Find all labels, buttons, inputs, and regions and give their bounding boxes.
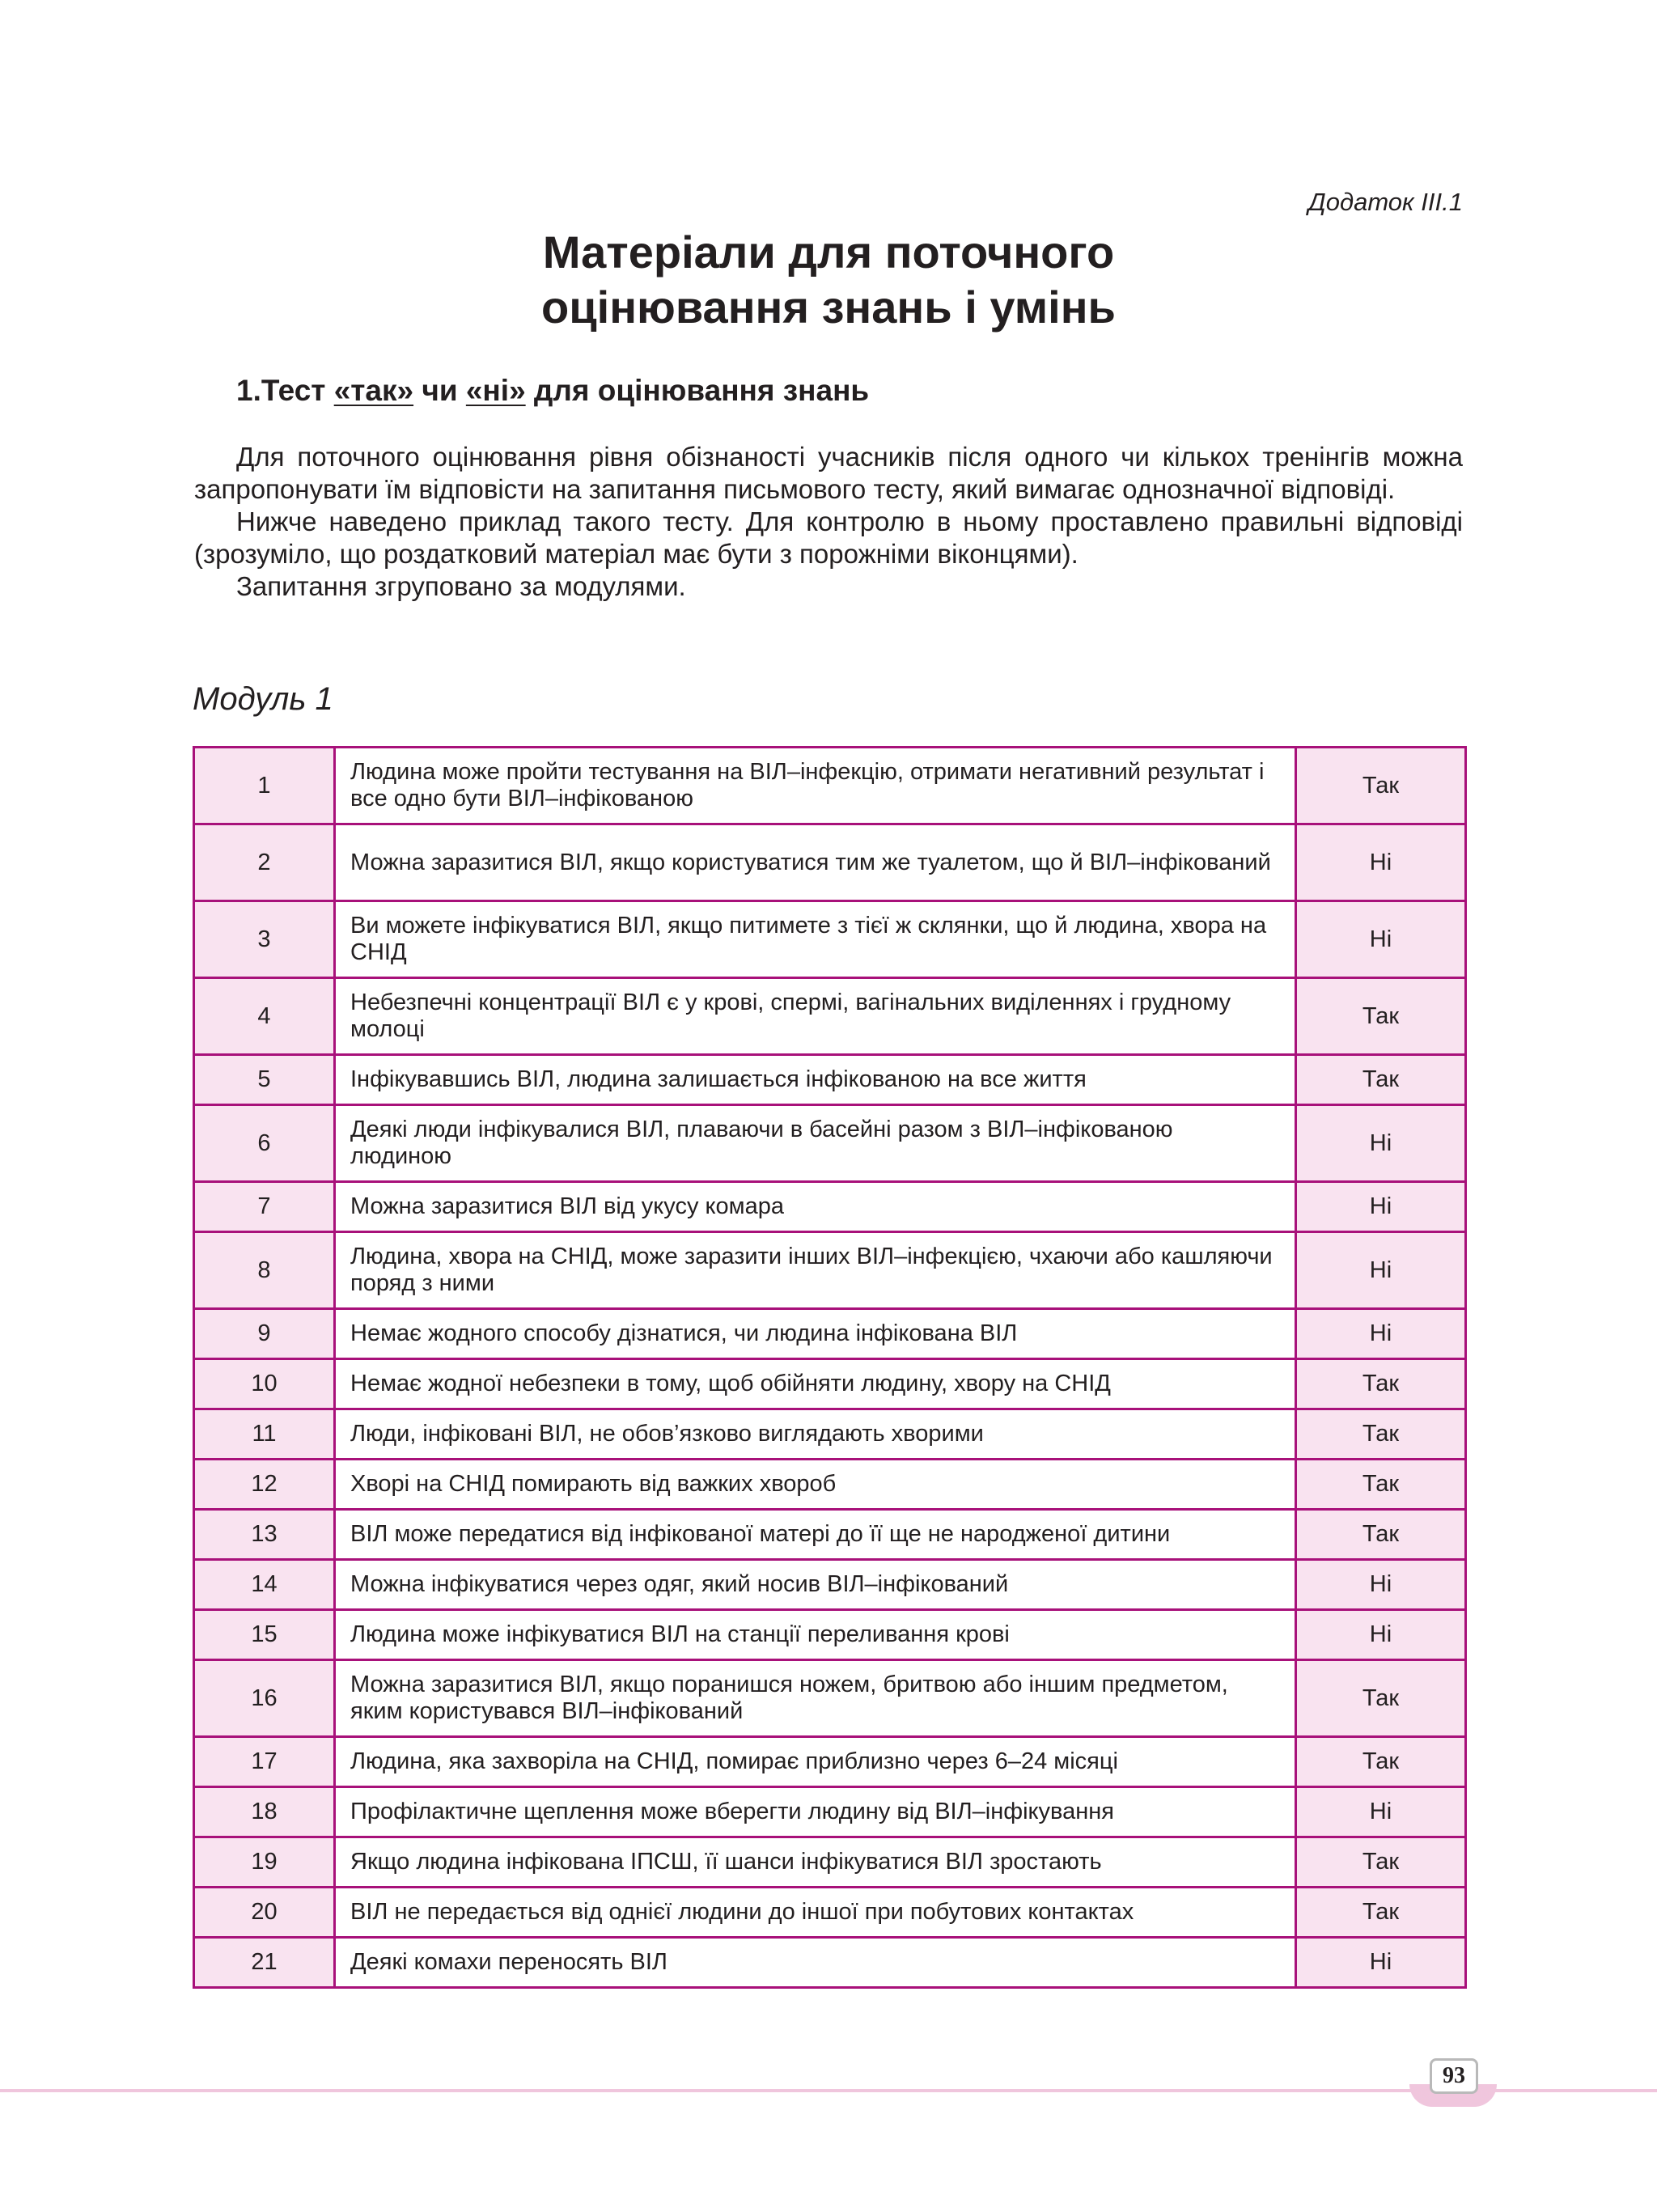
question-text: Деякі комахи переносять ВІЛ <box>335 1938 1296 1988</box>
question-number: 18 <box>194 1787 335 1837</box>
module-title: Модуль 1 <box>193 681 333 717</box>
question-text: Людина може інфікуватися ВІЛ на станції переливання крові <box>335 1610 1296 1660</box>
answer-cell: Так <box>1296 1737 1466 1787</box>
question-text: Людина, хвора на СНІД, може заразити інших ВІЛ–інфекцією, чхаючи або кашляючи поряд з ними <box>335 1232 1296 1309</box>
table-row <box>194 1409 1466 1460</box>
question-text: Немає жодної небезпеки в тому, щоб обійняти людину, хвору на СНІД <box>335 1359 1296 1409</box>
table-row <box>194 1359 1466 1409</box>
question-text: Люди, інфіковані ВІЛ, не обов’язково виглядають хворими <box>335 1409 1296 1460</box>
question-number: 21 <box>194 1938 335 1988</box>
answer-cell: Так <box>1296 1055 1466 1105</box>
answer-cell: Так <box>1296 1660 1466 1737</box>
question-text: Людина, яка захворіла на СНІД, помирає приблизно через 6–24 місяці <box>335 1737 1296 1787</box>
table-row <box>194 1837 1466 1888</box>
page-title <box>0 225 1657 335</box>
table-row <box>194 1105 1466 1182</box>
section-number: 1. <box>236 374 261 407</box>
section-suffix: для оцінювання знань <box>525 374 870 407</box>
question-text: Якщо людина інфікована ІПСШ, її шанси інфікуватися ВІЛ зростають <box>335 1837 1296 1888</box>
question-number: 9 <box>194 1309 335 1359</box>
table-row <box>194 1610 1466 1660</box>
answer-cell: Так <box>1296 1837 1466 1888</box>
question-number: 1 <box>194 748 335 824</box>
table-row <box>194 1660 1466 1737</box>
page-number: 93 <box>1430 2058 1478 2094</box>
section-heading <box>236 374 869 408</box>
table-row <box>194 1737 1466 1787</box>
table-row <box>194 1232 1466 1309</box>
table-row <box>194 1182 1466 1232</box>
question-number: 14 <box>194 1560 335 1610</box>
question-number: 7 <box>194 1182 335 1232</box>
table-row <box>194 1560 1466 1610</box>
table-row <box>194 824 1466 901</box>
answer-cell: Так <box>1296 1359 1466 1409</box>
section-word-yes: «так» <box>333 374 414 407</box>
section-word-no: «ні» <box>465 374 526 407</box>
footer-divider <box>0 2089 1416 2092</box>
title-line-2: оцінювання знань і умінь <box>541 282 1116 333</box>
question-number: 6 <box>194 1105 335 1182</box>
answer-cell: Ні <box>1296 1182 1466 1232</box>
question-text: ВІЛ не передається від однієї людини до іншої при побутових контактах <box>335 1888 1296 1938</box>
question-text: Немає жодного способу дізнатися, чи людина інфікована ВІЛ <box>335 1309 1296 1359</box>
intro-text <box>194 441 1463 603</box>
answer-cell: Так <box>1296 978 1466 1055</box>
title-line-1: Матеріали для поточного <box>542 227 1115 278</box>
answer-cell: Так <box>1296 1888 1466 1938</box>
question-number: 20 <box>194 1888 335 1938</box>
table-row <box>194 748 1466 824</box>
question-number: 16 <box>194 1660 335 1737</box>
table-row <box>194 1787 1466 1837</box>
question-text: Людина може пройти тестування на ВІЛ–інфекцію, отримати негативний результат і все одно бути ВІЛ–інфікованою <box>335 748 1296 824</box>
intro-paragraph: Нижче наведено приклад такого тесту. Для контролю в ньому проставлено правильні відповіді (зрозуміло, що роздатковий матеріал має бути з порожніми віконцями). <box>194 506 1463 569</box>
table-row <box>194 1460 1466 1510</box>
question-number: 4 <box>194 978 335 1055</box>
appendix-label: Додаток III.1 <box>1307 188 1463 216</box>
table-row <box>194 1510 1466 1560</box>
answer-cell: Ні <box>1296 1938 1466 1988</box>
section-middle: чи <box>413 374 466 407</box>
answer-cell: Ні <box>1296 1560 1466 1610</box>
intro-paragraph: Запитання згруповано за модулями. <box>236 571 686 601</box>
question-text: Інфікувавшись ВІЛ, людина залишається інфікованою на все життя <box>335 1055 1296 1105</box>
table-row <box>194 1055 1466 1105</box>
question-number: 11 <box>194 1409 335 1460</box>
question-number: 12 <box>194 1460 335 1510</box>
table-row <box>194 901 1466 978</box>
quiz-table <box>193 746 1467 1989</box>
question-number: 10 <box>194 1359 335 1409</box>
question-text: Можна заразитися ВІЛ від укусу комара <box>335 1182 1296 1232</box>
question-number: 5 <box>194 1055 335 1105</box>
question-text: Можна інфікуватися через одяг, який носив ВІЛ–інфікований <box>335 1560 1296 1610</box>
question-text: Деякі люди інфікувалися ВІЛ, плаваючи в басейні разом з ВІЛ–інфікованою людиною <box>335 1105 1296 1182</box>
answer-cell: Ні <box>1296 824 1466 901</box>
answer-cell: Ні <box>1296 1610 1466 1660</box>
answer-cell: Ні <box>1296 901 1466 978</box>
table-row <box>194 1309 1466 1359</box>
table-row <box>194 978 1466 1055</box>
question-text: Можна заразитися ВІЛ, якщо поранишся ножем, бритвою або іншим предметом, яким користувався ВІЛ–інфікований <box>335 1660 1296 1737</box>
intro-paragraph: Для поточного оцінювання рівня обізнаності учасників після одного чи кількох тренінгів можна запропонувати їм відповісти на запитання письмового тесту, який вимагає однозначної відповіді. <box>194 442 1463 504</box>
question-number: 19 <box>194 1837 335 1888</box>
answer-cell: Так <box>1296 1460 1466 1510</box>
question-number: 3 <box>194 901 335 978</box>
answer-cell: Так <box>1296 748 1466 824</box>
answer-cell: Так <box>1296 1409 1466 1460</box>
question-text: ВІЛ може передатися від інфікованої матері до її ще не народженої дитини <box>335 1510 1296 1560</box>
question-number: 2 <box>194 824 335 901</box>
question-number: 8 <box>194 1232 335 1309</box>
question-number: 17 <box>194 1737 335 1787</box>
question-text: Ви можете інфікуватися ВІЛ, якщо питимете з тієї ж склянки, що й людина, хвора на СНІД <box>335 901 1296 978</box>
footer-divider <box>1489 2089 1657 2092</box>
answer-cell: Так <box>1296 1510 1466 1560</box>
question-number: 15 <box>194 1610 335 1660</box>
section-prefix: Тест <box>261 374 334 407</box>
question-text: Можна заразитися ВІЛ, якщо користуватися тим же туалетом, що й ВІЛ–інфікований <box>335 824 1296 901</box>
table-row <box>194 1938 1466 1988</box>
question-text: Профілактичне щеплення може вберегти людину від ВІЛ–інфікування <box>335 1787 1296 1837</box>
question-text: Небезпечні концентрації ВІЛ є у крові, спермі, вагінальних виділеннях і грудному молоці <box>335 978 1296 1055</box>
table-row <box>194 1888 1466 1938</box>
answer-cell: Ні <box>1296 1787 1466 1837</box>
answer-cell: Ні <box>1296 1232 1466 1309</box>
question-number: 13 <box>194 1510 335 1560</box>
answer-cell: Ні <box>1296 1105 1466 1182</box>
answer-cell: Ні <box>1296 1309 1466 1359</box>
question-text: Хворі на СНІД помирають від важких хвороб <box>335 1460 1296 1510</box>
